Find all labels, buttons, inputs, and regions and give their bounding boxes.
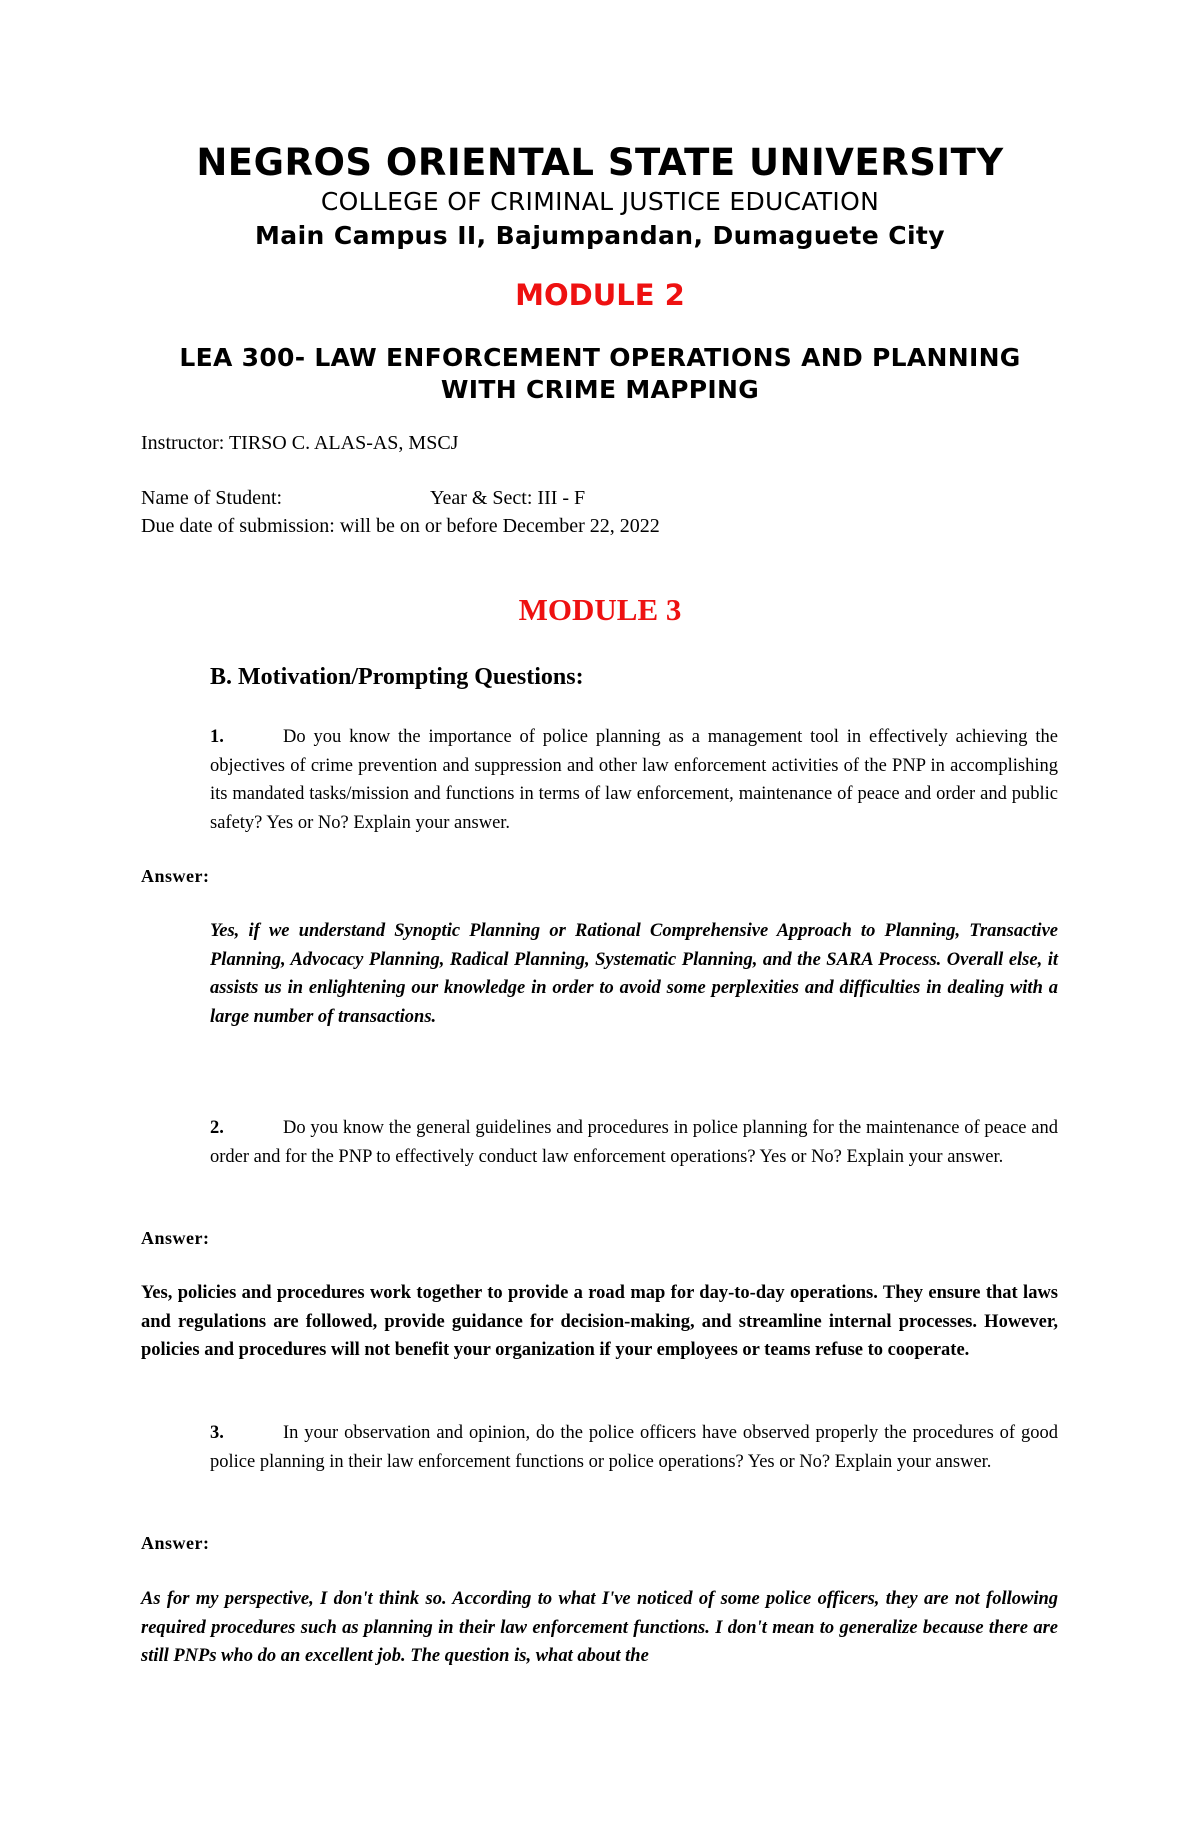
question-text: Do you know the importance of police planning as a management tool in effectively achieving the objectives of crime prevention and suppression and other law enforcement activities of the PNP in accomplishing its mandated tasks/mission and functions in terms of law enforcement, maintenance of peace and order and public safety? Yes or No? Explain your answer. [210, 727, 1058, 833]
due-date: Due date of submission: will be on or before December 22, 2022 [141, 515, 660, 537]
module-heading-top: MODULE 2 [515, 278, 685, 312]
course-title: LEA 300- LAW ENFORCEMENT OPERATIONS AND PLANNING WITH CRIME MAPPING [179, 343, 1021, 404]
answer-label-2: Answer: [141, 1228, 210, 1248]
answer-label-3: Answer: [141, 1533, 210, 1553]
campus-address: Main Campus II, Bajumpandan, Dumaguete City [255, 221, 945, 250]
question-text: In your observation and opinion, do the police officers have observed properly the procedures of good police planning in their law enforcement functions or police operations? Yes or No? Explain your answer. [210, 1423, 1058, 1472]
module-heading-main: MODULE 3 [518, 592, 682, 627]
question-3 [210, 1419, 1058, 1476]
question-number: 1. [210, 727, 224, 747]
section-heading: B. Motivation/Prompting Questions: [210, 664, 584, 690]
answer-3: As for my perspective, I don't think so. According to what I've noticed of some police officers, they are not following required procedures such as planning in their law enforcement functions. I don't mean to generalize because there are still PNPs who do an excellent job. The question is, what about the [141, 1589, 1058, 1666]
college-name: COLLEGE OF CRIMINAL JUSTICE EDUCATION [320, 187, 880, 216]
question-2 [210, 1114, 1058, 1171]
answer-2: Yes, policies and procedures work together to provide a road map for day-to-day operations. They ensure that laws and regulations are followed, provide guidance for decision-making, and streamline internal processes. However, policies and procedures will not benefit your organization if your employees or teams refuse to cooperate. [141, 1283, 1058, 1360]
answer-label-1: Answer: [141, 866, 210, 886]
question-text: Do you know the general guidelines and procedures in police planning for the maintenance of peace and order and for the PNP to effectively conduct law enforcement operations? Yes or No? Explain your answer. [210, 1118, 1058, 1167]
answer-1: Yes, if we understand Synoptic Planning or Rational Comprehensive Approach to Planning, Transactive Planning, Advocacy Planning, Radical Planning, Systematic Planning, and the SARA Process. Overall else, it assists us in enlightening our knowledge in order to avoid some perplexities and difficulties in dealing with a large number of transactions. [210, 921, 1058, 1027]
question-number: 2. [210, 1118, 224, 1138]
instructor-line: Instructor: TIRSO C. ALAS-AS, MSCJ [141, 432, 459, 454]
university-title: NEGROS ORIENTAL STATE UNIVERSITY [196, 141, 1004, 184]
question-number: 3. [210, 1423, 224, 1443]
year-section: Year & Sect: III - F [430, 487, 586, 509]
student-name-label: Name of Student: [141, 487, 283, 509]
question-1 [210, 723, 1058, 837]
